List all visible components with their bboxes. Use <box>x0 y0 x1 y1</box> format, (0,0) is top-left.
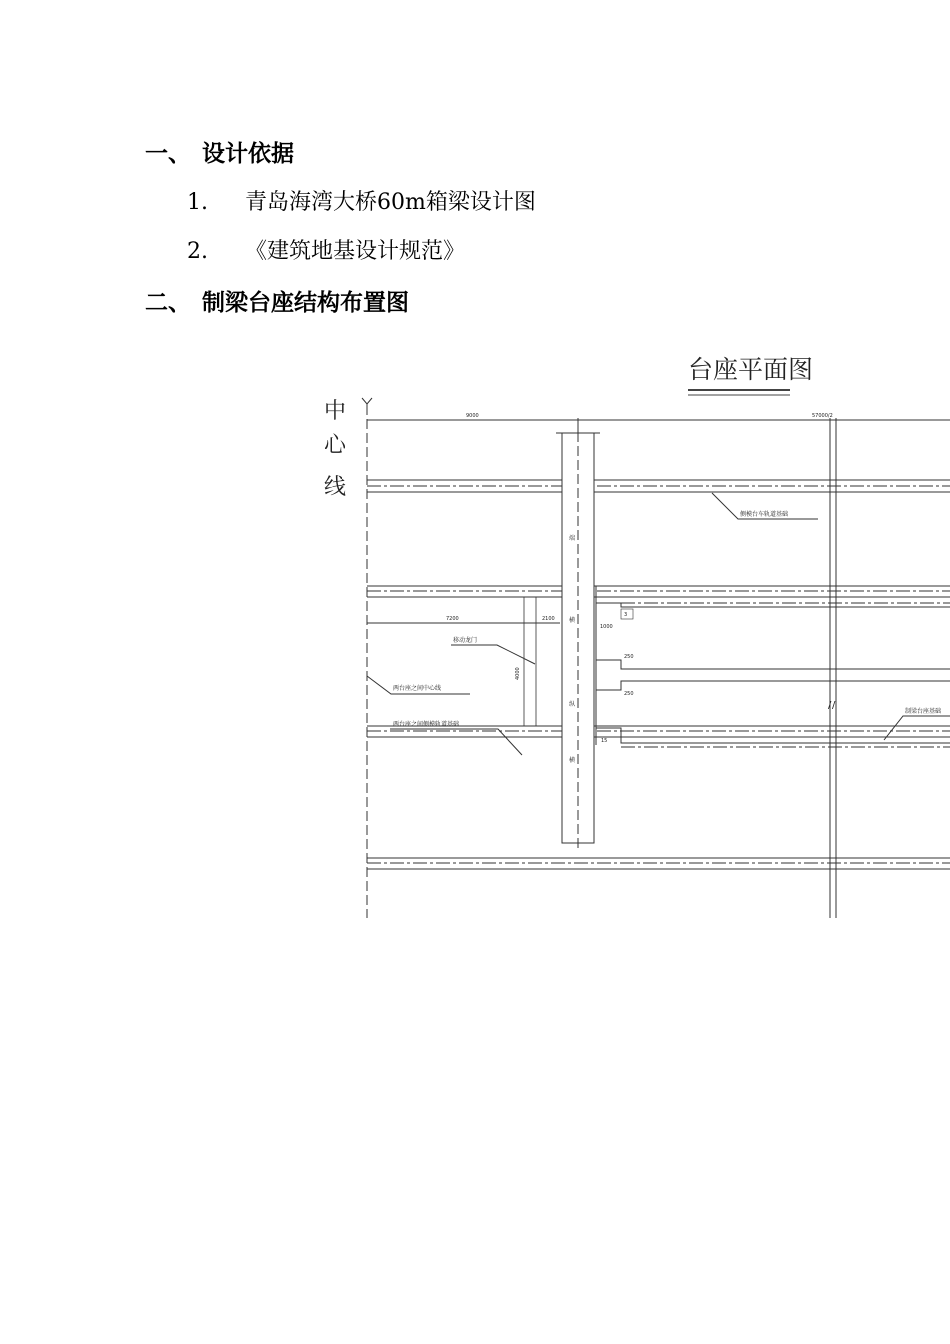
break-mark: / <box>832 700 836 711</box>
section-number: 二、 <box>145 290 191 316</box>
list-item-number: 1. <box>187 190 208 215</box>
centerline-label: 心 <box>324 433 347 458</box>
rail-band <box>367 480 950 492</box>
annotation-label: 制梁台座基础 <box>905 708 942 715</box>
leader-line <box>390 729 522 755</box>
list-item-text: 《建筑地基设计规范》 <box>245 239 466 264</box>
dimension-label: 3 <box>624 612 628 618</box>
dimension-label: 250 <box>624 654 634 660</box>
leader-line <box>884 716 950 740</box>
centerline-label: 线 <box>324 475 347 500</box>
rail-band <box>367 586 950 597</box>
section-title: 设计依据 <box>202 141 294 167</box>
dimension-label: 250 <box>624 691 634 697</box>
dimension-label: 4000 <box>515 667 521 680</box>
pedestal-outline <box>596 586 950 747</box>
annotation-label: 两台座之间中心线 <box>393 685 442 692</box>
break-mark: / <box>828 700 832 711</box>
dimension-label: 2100 <box>542 616 555 622</box>
beam-mark: 端 <box>569 535 576 542</box>
centerline-label: 中 <box>324 399 347 424</box>
leader-line <box>451 645 535 664</box>
list-item-text: 青岛海湾大桥60m箱梁设计图 <box>245 190 536 215</box>
dimension-label: 9000 <box>466 413 479 419</box>
annotation-label: 侧模台车轨道基础 <box>740 511 789 518</box>
dimension-label: 15 <box>601 738 608 744</box>
annotation-label: 移动龙门 <box>453 637 478 644</box>
section-title: 制梁台座结构布置图 <box>202 290 409 316</box>
dimension-label: 57000/2 <box>812 413 833 419</box>
beam-mark: 横 <box>569 617 576 624</box>
list-item-number: 2. <box>187 239 208 264</box>
beam-mark: 纵 <box>569 701 576 708</box>
annotation-label: 两台座之间侧模轨道基础 <box>393 721 460 728</box>
dimension-label: 1000 <box>600 624 613 630</box>
drawing-title: 台座平面图 <box>688 355 814 384</box>
dimension-label: 7200 <box>446 616 459 622</box>
rail-band <box>367 858 950 869</box>
beam-mark: 横 <box>569 757 576 764</box>
section-number: 一、 <box>145 141 191 167</box>
